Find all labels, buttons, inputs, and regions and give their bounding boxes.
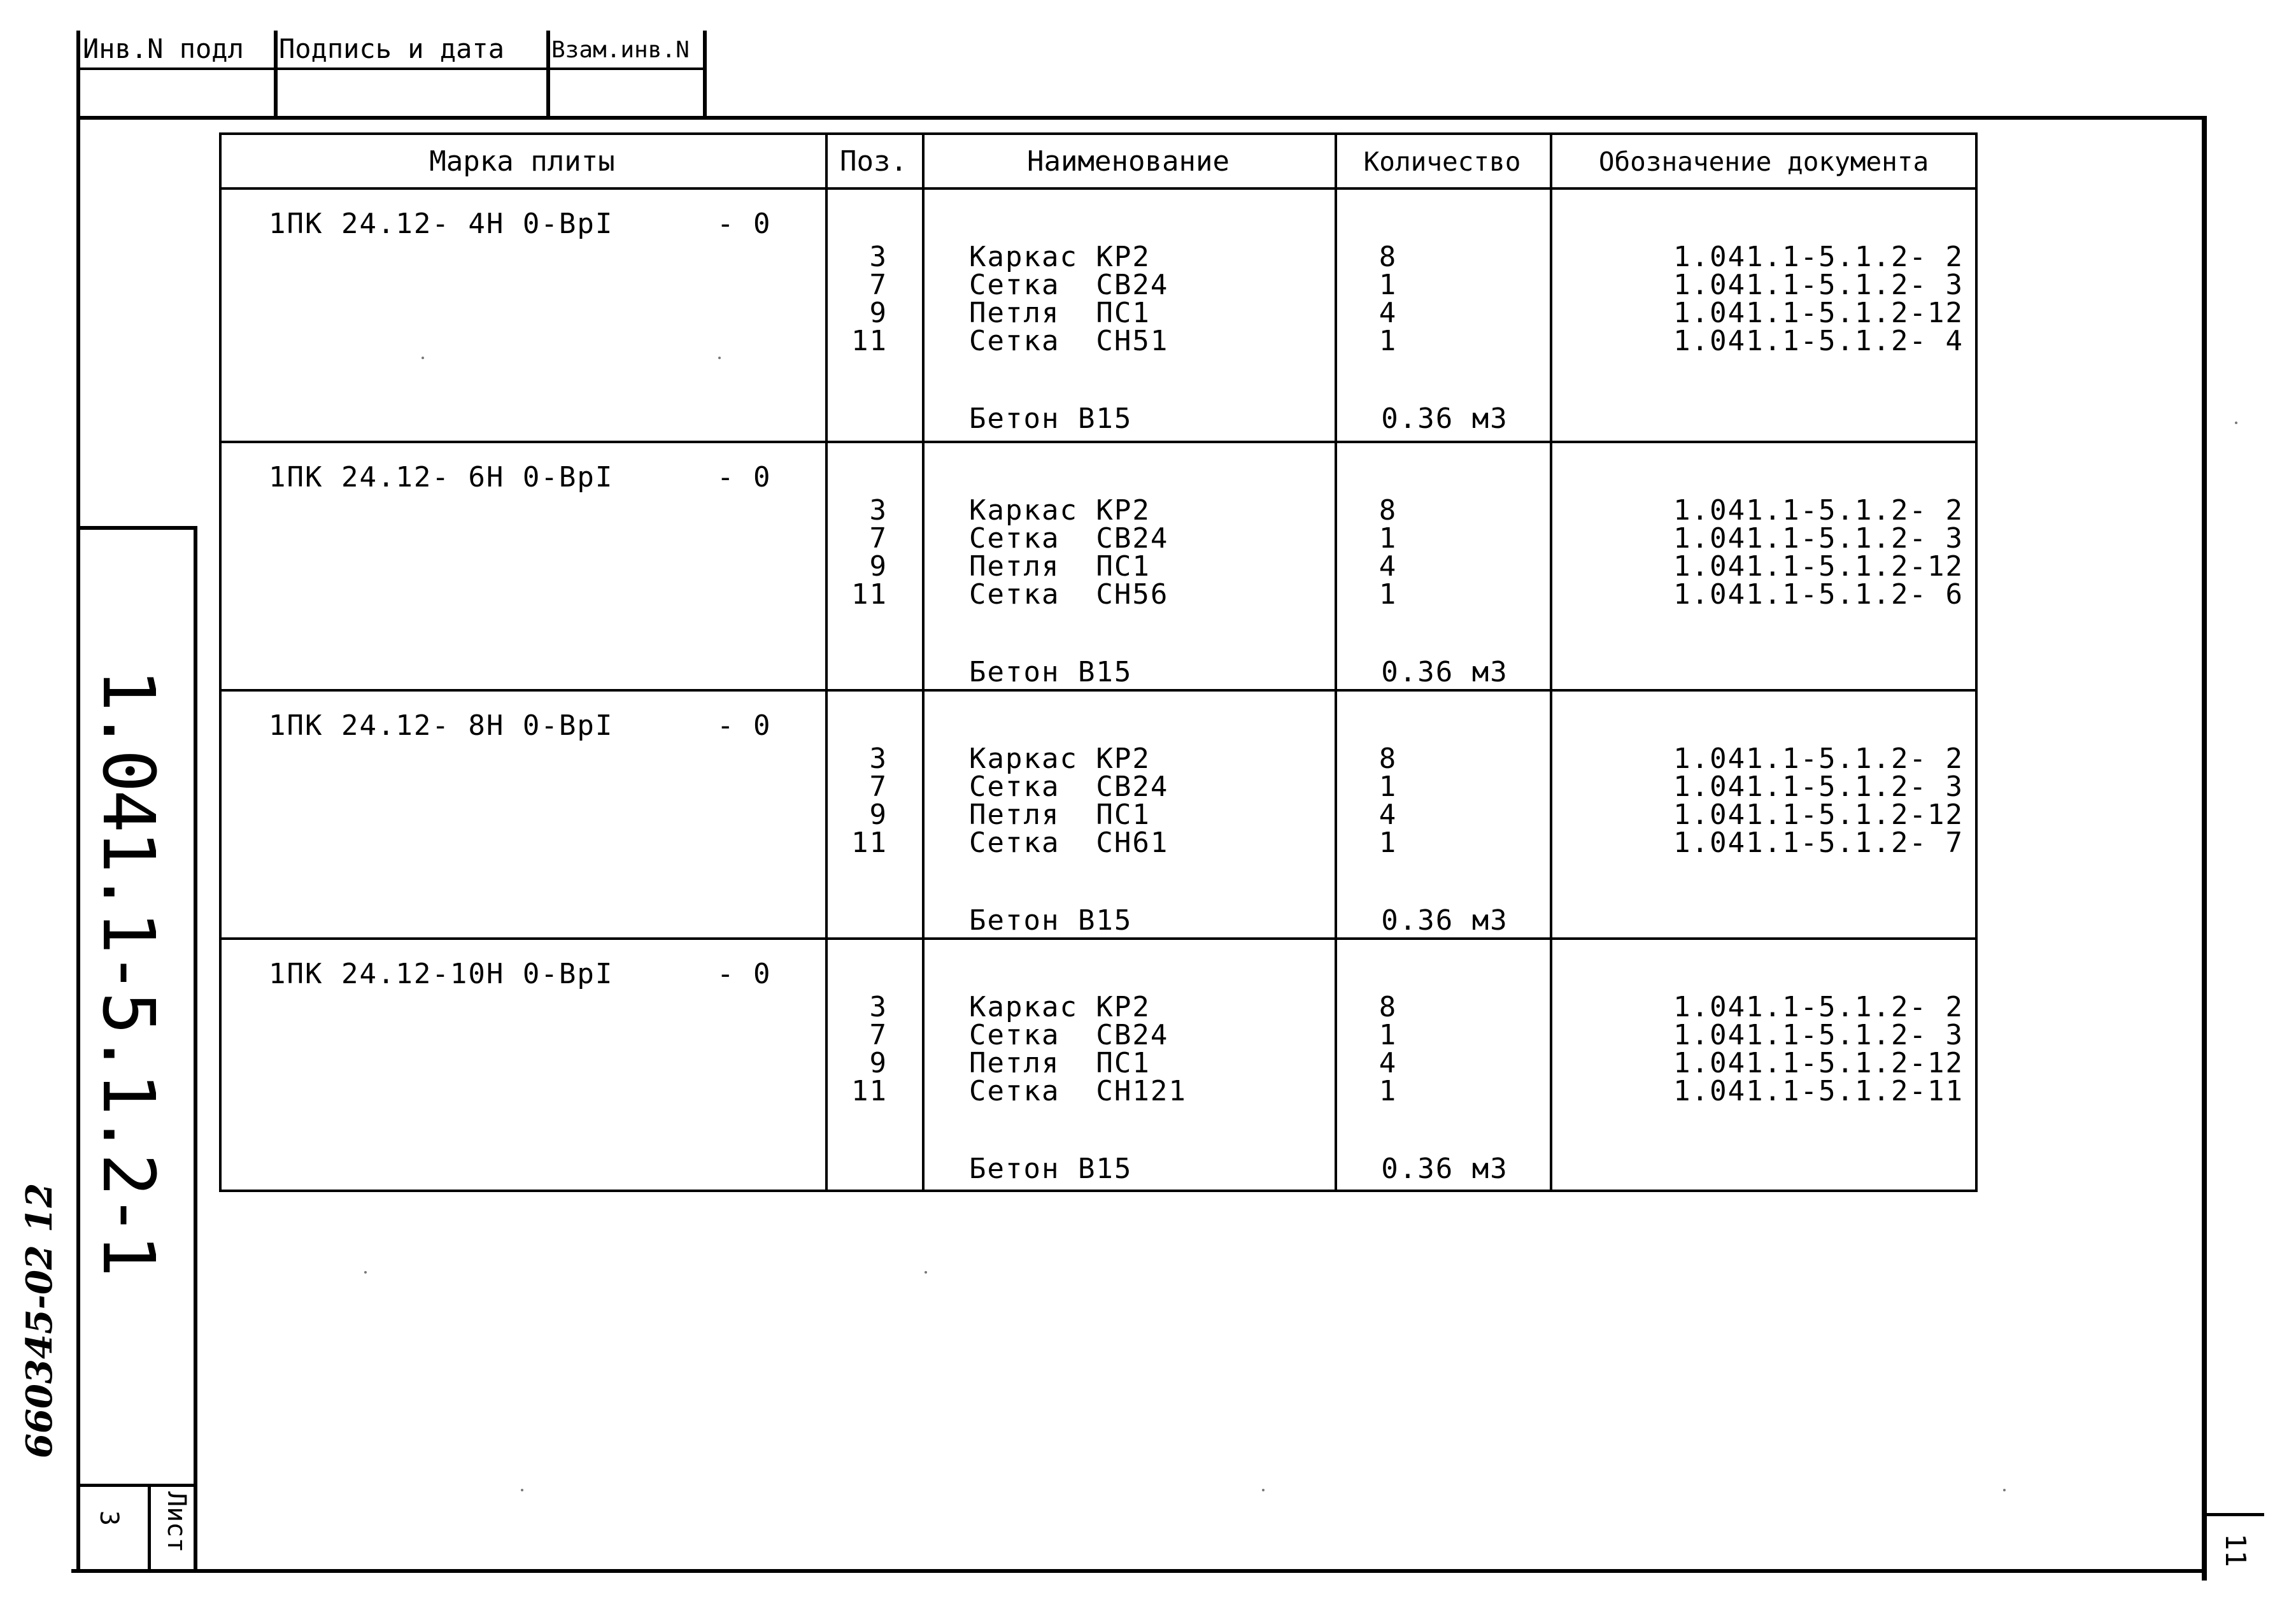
row-qty: 1 [1378,578,1398,611]
row-qty: 1 [1378,269,1398,301]
plate-mark-suffix: - 0 [717,709,772,742]
row-qty: 1 [1378,522,1398,555]
scan-speck [925,1271,927,1274]
plate-mark-suffix: - 0 [717,461,772,494]
row-pos: 11 [851,325,888,357]
row-pos: 11 [851,1075,888,1107]
row-pos: 9 [869,1047,888,1079]
row-pos: 3 [869,742,888,775]
row-doc: 1.041.1-5.1.2- 4 [1673,325,1964,357]
row-name: Петля ПС1 [969,297,1151,329]
row-name: Сетка СВ24 [969,522,1169,555]
row-name: Сетка СВ24 [969,771,1169,803]
scan-speck [718,357,721,359]
row-name: Сетка СН51 [969,325,1169,357]
row-qty: 8 [1378,241,1398,273]
row-pos: 7 [869,269,888,301]
scan-speck [521,1489,523,1491]
row-doc: 1.041.1-5.1.2- 3 [1673,269,1964,301]
row-doc: 1.041.1-5.1.2-12 [1673,297,1964,329]
side-doc-code: 1.041.1-5.1.2-1 [87,669,169,1275]
row-qty: 1 [1378,827,1398,859]
row-doc: 1.041.1-5.1.2- 2 [1673,742,1964,775]
scan-speck [2235,422,2237,424]
plate-mark-suffix: - 0 [717,208,772,240]
row-pos: 11 [851,578,888,611]
row-doc: 1.041.1-5.1.2-12 [1673,550,1964,583]
col-header-mark: Марка плиты [429,145,615,178]
row-name: Каркас КР2 [969,494,1151,527]
plate-mark: 1ПК 24.12- 4Н 0-ВрI [269,208,614,240]
col-header-doc: Обозначение документа [1598,146,1929,177]
row-doc: 1.041.1-5.1.2- 3 [1673,522,1964,555]
row-name: Петля ПС1 [969,799,1151,831]
row-name: Сетка СН61 [969,827,1169,859]
pagenum-tick-top [2207,1513,2264,1516]
frame-top [76,116,2206,120]
row-qty: 4 [1378,799,1398,831]
col-header-pos: Поз. [840,145,907,178]
stamp-vzam-inv: Взам.инв.N [551,37,690,63]
row-doc: 1.041.1-5.1.2-12 [1673,1047,1964,1079]
row-pos: 7 [869,522,888,555]
concrete-qty: 0.36 м3 [1381,656,1508,688]
row-doc: 1.041.1-5.1.2- 3 [1673,771,1964,803]
row-doc: 1.041.1-5.1.2- 6 [1673,578,1964,611]
row-doc: 1.041.1-5.1.2- 2 [1673,241,1964,273]
plate-mark: 1ПК 24.12-10Н 0-ВрI [269,958,614,990]
row-pos: 3 [869,241,888,273]
row-name: Петля ПС1 [969,1047,1151,1079]
concrete-label: Бетон В15 [969,656,1133,688]
row-pos: 9 [869,799,888,831]
scan-speck [2003,1489,2006,1491]
row-pos: 7 [869,1019,888,1051]
handwritten-note: 660345-02 12 [18,1183,60,1458]
concrete-qty: 0.36 м3 [1381,402,1508,435]
side-sheet-number: 3 [94,1510,124,1526]
row-name: Каркас КР2 [969,241,1151,273]
row-pos: 3 [869,494,888,527]
row-doc: 1.041.1-5.1.2- 2 [1673,494,1964,527]
row-name: Сетка СН56 [969,578,1169,611]
row-qty: 8 [1378,494,1398,527]
row-qty: 1 [1378,325,1398,357]
row-doc: 1.041.1-5.1.2- 7 [1673,827,1964,859]
row-pos: 9 [869,550,888,583]
row-pos: 3 [869,991,888,1023]
row-pos: 7 [869,771,888,803]
col-header-qty: Количество [1363,146,1521,177]
row-doc: 1.041.1-5.1.2- 3 [1673,1019,1964,1051]
row-pos: 9 [869,297,888,329]
row-qty: 4 [1378,550,1398,583]
row-name: Каркас КР2 [969,742,1151,775]
row-name: Сетка СВ24 [969,269,1169,301]
plate-mark-suffix: - 0 [717,958,772,990]
scan-speck [422,357,424,359]
plate-mark: 1ПК 24.12- 8Н 0-ВрI [269,709,614,742]
row-name: Сетка СН121 [969,1075,1187,1107]
concrete-label: Бетон В15 [969,904,1133,937]
top-stamp [76,31,707,120]
row-qty: 4 [1378,297,1398,329]
concrete-label: Бетон В15 [969,402,1133,435]
row-doc: 1.041.1-5.1.2-11 [1673,1075,1964,1107]
frame-right [2202,116,2207,1581]
row-qty: 1 [1378,771,1398,803]
stamp-podpis-data: Подпись и дата [279,33,505,64]
row-name: Петля ПС1 [969,550,1151,583]
concrete-qty: 0.36 м3 [1381,904,1508,937]
row-qty: 8 [1378,991,1398,1023]
row-name: Сетка СВ24 [969,1019,1169,1051]
row-qty: 8 [1378,742,1398,775]
col-header-name: Наименование [1027,145,1229,178]
side-sheet-label: Лист [162,1491,191,1553]
scan-speck [364,1271,367,1274]
concrete-label: Бетон В15 [969,1153,1133,1185]
row-doc: 1.041.1-5.1.2-12 [1673,799,1964,831]
row-name: Каркас КР2 [969,991,1151,1023]
frame-bottom [71,1569,2207,1573]
row-qty: 1 [1378,1075,1398,1107]
row-pos: 11 [851,827,888,859]
row-qty: 4 [1378,1047,1398,1079]
row-qty: 1 [1378,1019,1398,1051]
page-number: 11 [2219,1533,2251,1567]
spec-table [219,132,1978,1192]
row-doc: 1.041.1-5.1.2- 2 [1673,991,1964,1023]
concrete-qty: 0.36 м3 [1381,1153,1508,1185]
plate-mark: 1ПК 24.12- 6Н 0-ВрI [269,461,614,494]
stamp-inv-podl: Инв.N подл [83,33,244,64]
scan-speck [1262,1489,1265,1491]
